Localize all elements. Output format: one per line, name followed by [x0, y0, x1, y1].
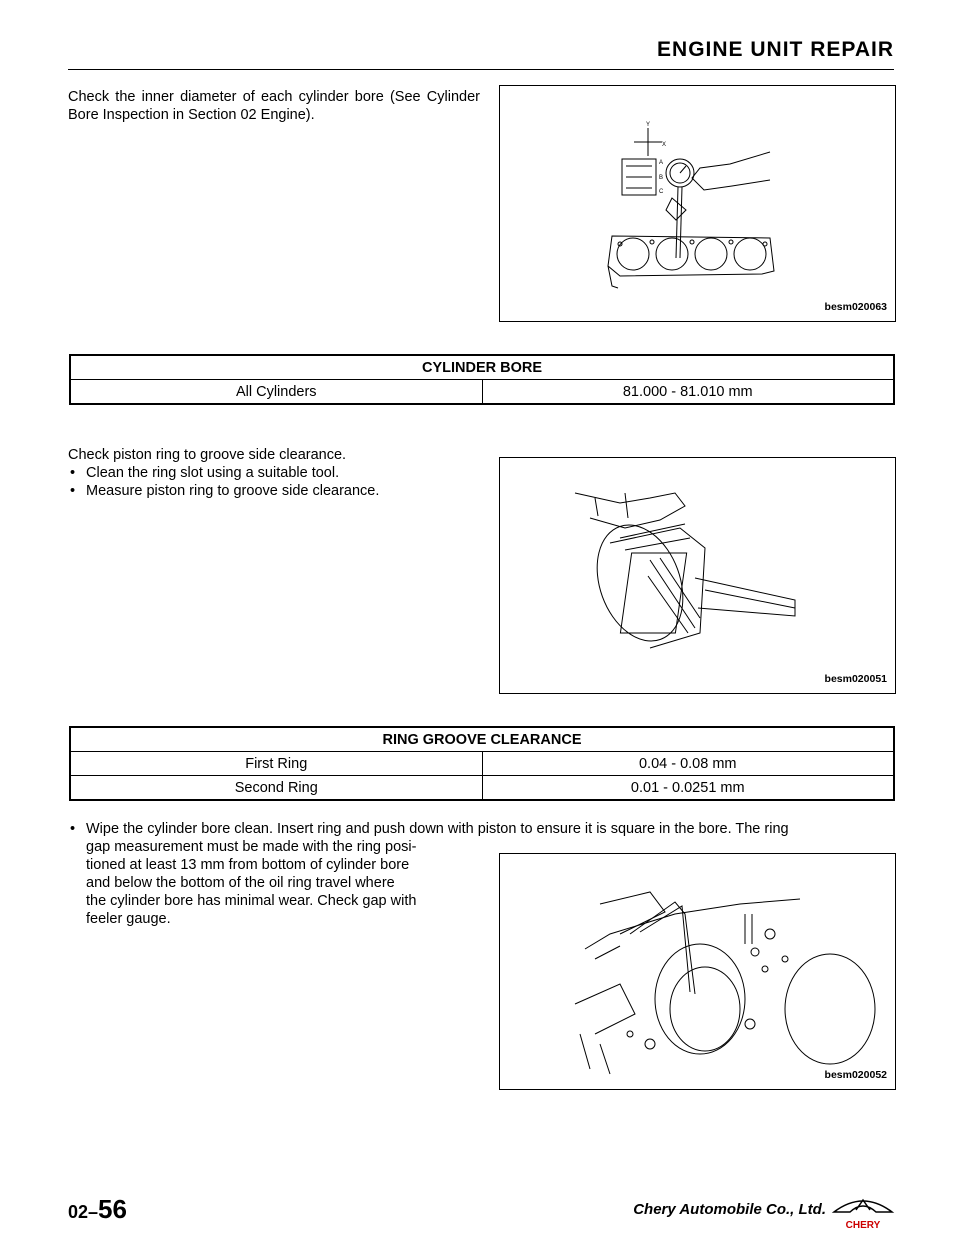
bore-gauge-illustration: [500, 86, 895, 321]
logo-text: CHERY: [845, 1220, 881, 1231]
chery-logo-icon: [828, 1192, 898, 1232]
ring-gap-line-2: gap measurement must be made with the ring posi-: [86, 839, 417, 855]
spec-name: Second Ring: [70, 776, 482, 801]
ring-gap-line-3: tioned at least 13 mm from bottom of cylinder bore: [86, 857, 410, 873]
cylinder-bore-figure: [499, 85, 896, 322]
header-divider: [68, 69, 894, 70]
section-header-title: ENGINE UNIT REPAIR: [657, 38, 894, 61]
cylinder-bore-instruction: Check the inner diameter of each cylinder bore (See Cylinder Bore Inspection in Section 02 Engine).: [68, 89, 480, 123]
figure-label: besm020051: [824, 673, 887, 685]
ring-clearance-intro: Check piston ring to groove side clearance.: [68, 447, 347, 463]
download-watermark: [0, 0, 16, 1242]
spec-value: 0.01 - 0.0251 mm: [482, 776, 894, 801]
watermark-suffix: [3, 1217, 960, 1233]
piston-ring-figure: [499, 457, 896, 694]
feeler-gauge-piston-illustration: [500, 458, 895, 693]
table-title: CYLINDER BORE: [70, 355, 894, 380]
page-index: 56: [98, 1194, 127, 1224]
list-item: • Clean the ring slot using a suitable tool.: [68, 464, 480, 482]
company-name: Chery Automobile Co., Ltd.: [633, 1201, 826, 1218]
level-label-b: B: [659, 175, 664, 181]
page-number: [68, 1194, 127, 1225]
ring-gap-line-6: feeler gauge.: [86, 911, 171, 927]
ring-gap-line-4: and below the bottom of the oil ring travel where: [86, 875, 395, 891]
ring-gap-figure: [499, 853, 896, 1090]
ring-clearance-section: [68, 446, 480, 500]
table-row: [70, 776, 894, 801]
table-row: [70, 380, 894, 405]
chery-logo: [828, 1192, 898, 1232]
level-label-c: C: [659, 189, 664, 195]
ring-gap-illustration: [500, 854, 895, 1089]
list-item: • Measure piston ring to groove side clearance.: [68, 482, 480, 500]
spec-name: First Ring: [70, 752, 482, 776]
ring-gap-line-5: the cylinder bore has minimal wear. Check gap with: [86, 893, 417, 909]
axis-label-x: X: [662, 142, 667, 148]
spec-value: 0.04 - 0.08 mm: [482, 752, 894, 776]
table-row: [70, 752, 894, 776]
ring-groove-clearance-table: [69, 726, 895, 801]
axis-label-y: Y: [646, 122, 651, 128]
table-title: RING GROOVE CLEARANCE: [70, 727, 894, 752]
level-label-a: A: [659, 160, 664, 166]
page-section: 02–: [68, 1202, 99, 1222]
figure-label: besm020052: [824, 1069, 887, 1081]
figure-label: besm020063: [824, 301, 887, 313]
spec-value: 81.000 - 81.010 mm: [482, 380, 894, 405]
spec-name: All Cylinders: [70, 380, 482, 405]
cylinder-bore-table: [69, 354, 895, 405]
ring-gap-line-1: Wipe the cylinder bore clean. Insert ring and push down with piston to ensure it is square in the bore. The ring: [86, 821, 789, 837]
ring-clearance-steps: [68, 464, 480, 500]
bullet-mark: •: [70, 821, 76, 837]
